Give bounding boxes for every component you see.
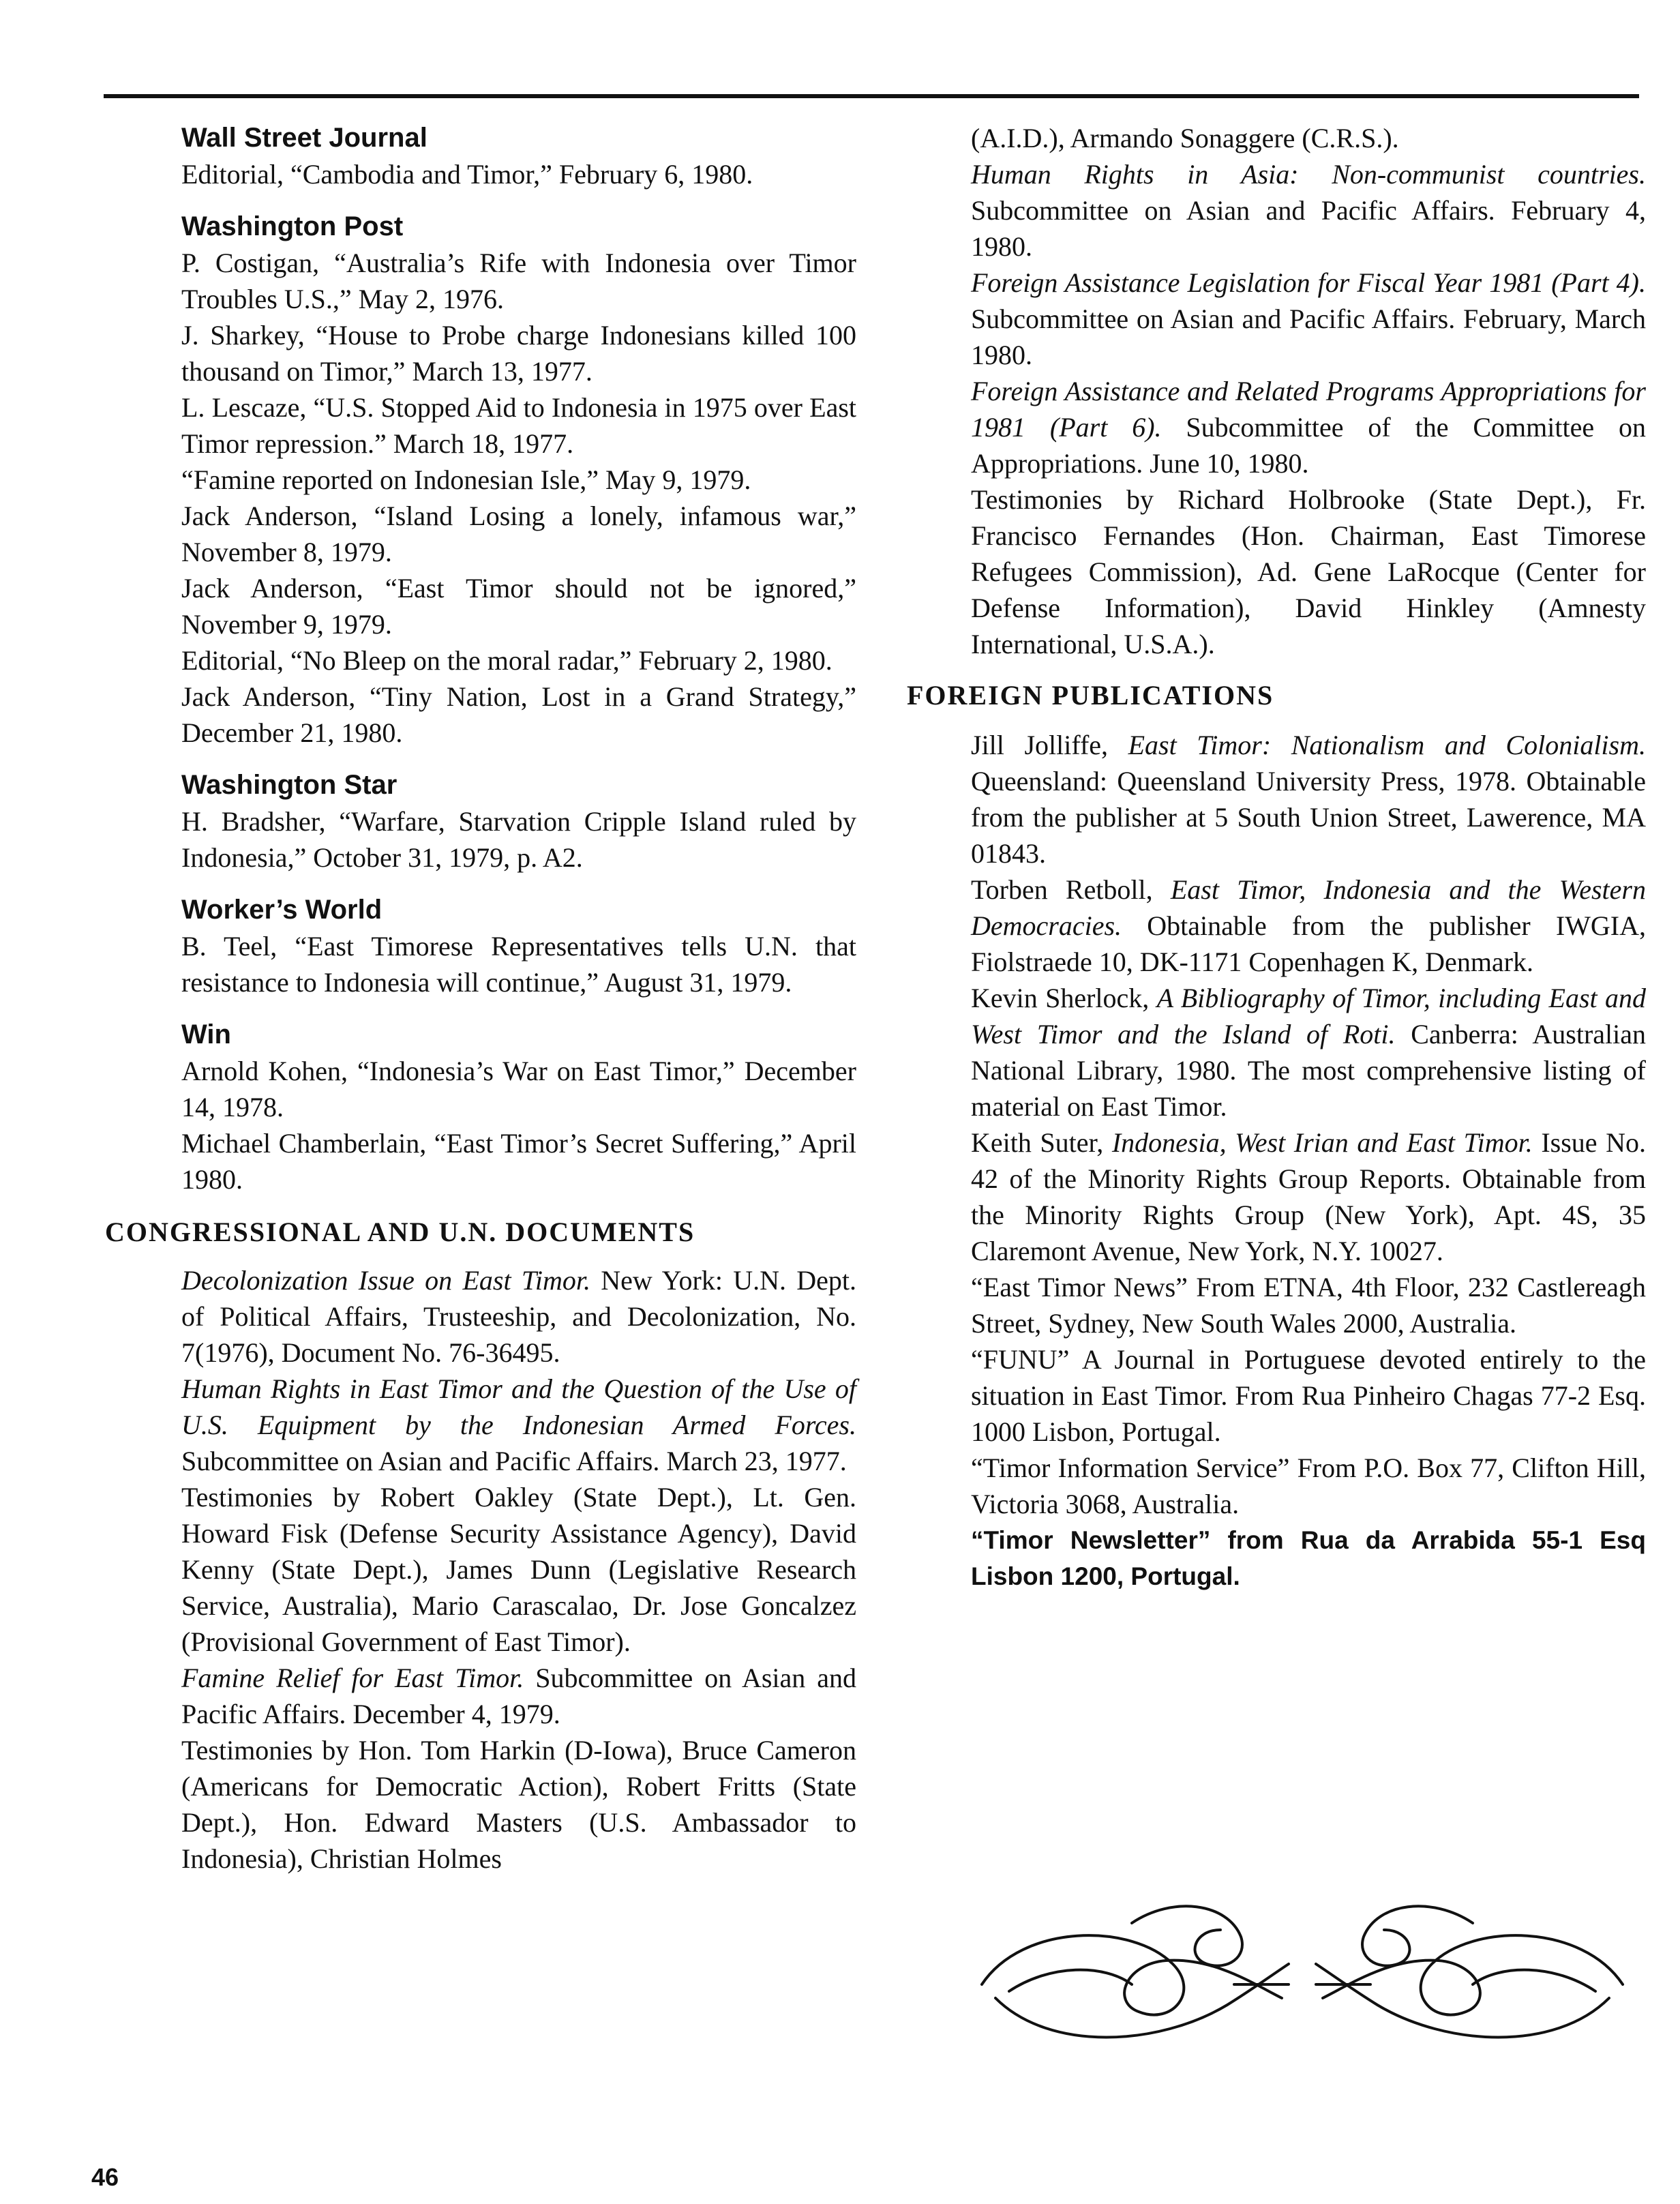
section-heading-foreign: FOREIGN PUBLICATIONS [907,680,1274,711]
citation: Editorial, “Cambodia and Timor,” February 6, 1980. [181,159,753,190]
document-title: East Timor: Nationalism and Colonialism. [1128,730,1647,760]
citation-details: Subcommittee on Asian and Pacific Affairs. December 4, 1979. [181,1663,856,1729]
citation-details: Subcommittee on Asian and Pacific Affairs. March 23, 1977. [181,1446,847,1476]
publication-section [181,209,856,751]
citation-details: Issue No. 42 of the Minority Rights Group Reports. Obtainable from the Minority Rights Group (New York), Apt. 4S, 35 Claremont Avenue, New York, N.Y. 10027. [971,1127,1647,1266]
section-heading-congressional: CONGRESSIONAL AND U.N. DOCUMENTS [105,1217,695,1247]
citation-text: “Timor Information Service” From P.O. Box 77, Clifton Hill, Victoria 3068, Australia. [971,1453,1646,1519]
citation [971,481,1646,662]
citation [971,373,1646,481]
publication-heading: Worker’s World [181,895,382,925]
document-title: Foreign Assistance Legislation for Fiscal Year 1981 (Part 4). [971,267,1646,298]
citation: Michael Chamberlain, “East Timor’s Secret Suffering,” April 1980. [181,1128,856,1195]
publication-heading: Washington Post [181,211,404,241]
document-title: Famine Relief for East Timor. [181,1663,524,1693]
citation-details: Subcommittee of the Committee on Appropriations. June 10, 1980. [971,412,1646,479]
citation-final: “Timor Newsletter” from Rua da Arrabida 55-1 Esq Lisbon 1200, Portugal. [971,1526,1646,1590]
citation [971,1269,1646,1341]
document-title: East Timor, Indonesia and the Western Democracies. [971,874,1646,941]
publication-section [181,767,856,876]
document-title: Decolonization Issue on East Timor. [181,1265,591,1296]
citation [971,727,1646,872]
citation [971,120,1646,156]
citation [971,980,1646,1125]
citation [971,156,1646,265]
document-title: Foreign Assistance and Related Programs Appropriations for 1981 (Part 6). [971,376,1646,443]
citation-details: Obtainable from the publisher IWGIA, Fiolstraede 10, DK-1171 Copenhagen K, Denmark. [971,910,1646,977]
citation: Jack Anderson, “East Timor should not be ignored,” November 9, 1979. [181,573,856,640]
citation-author: Jill Jolliffe, [971,730,1128,760]
citation-details: Subcommittee on Asian and Pacific Affairs. February, March 1980. [971,303,1646,370]
citation-details: New York: U.N. Dept. of Political Affairs, Trusteeship, and Decolonization, No. 7(1976), Document No. 76-36495. [181,1265,857,1368]
citation-details: Testimonies by Richard Holbrooke (State Dept.), Fr. Francisco Fernandes (Hon. Chairman, East Timorese Refugees Commission), Ad. Gene LaRocque (Center for Defense Information), David Hinkley (Amnesty International, U.S.A.). [971,484,1646,659]
citation-author: Keith Suter, [971,1127,1112,1158]
citation-author: Torben Retboll, [971,874,1171,905]
flourish-ornament-icon [968,1882,1636,2053]
citation-details: Queensland: Queensland University Press, 1978. Obtainable from the publisher at 5 South Union Street, Lawerence, MA 01843. [971,766,1646,869]
publication-section [181,120,856,192]
citation [971,1450,1646,1522]
document-title: A Bibliography of Timor, including East and West Timor and the Island of Roti. [971,983,1646,1049]
page-number: 46 [91,2163,119,2191]
citation [181,1371,856,1479]
citation-text: “FUNU” A Journal in Portuguese devoted entirely to the situation in East Timor. From Rua Pinheiro Chagas 77-2 Esq. 1000 Lisbon, Portugal. [971,1344,1646,1447]
document-title: Human Rights in Asia: Non-communist countries. [971,159,1646,190]
document-title: Indonesia, West Irian and East Timor. [1111,1127,1533,1158]
citation: Editorial, “No Bleep on the moral radar,” February 2, 1980. [181,645,832,676]
left-column [105,120,857,1877]
citation-details: Testimonies by Hon. Tom Harkin (D-Iowa), Bruce Cameron (Americans for Democratic Action), Robert Fritts (State Dept.), Hon. Edward Masters (U.S. Ambassador to Indonesia), Christian Holmes [181,1735,856,1874]
citation-details: Subcommittee on Asian and Pacific Affairs. February 4, 1980. [971,195,1646,262]
citation [971,1341,1646,1450]
publication-section [181,1017,856,1197]
citation: P. Costigan, “Australia’s Rife with Indonesia over Timor Troubles U.S.,” May 2, 1976. [181,248,856,314]
citation [181,1479,856,1660]
citation: Jack Anderson, “Island Losing a lonely, infamous war,” November 8, 1979. [181,501,856,567]
citation [181,1660,856,1732]
top-rule [104,94,1639,98]
citation [971,1125,1646,1269]
right-column [907,120,1647,1594]
citation: H. Bradsher, “Warfare, Starvation Cripple Island ruled by Indonesia,” October 31, 1979, p. A2. [181,806,856,873]
publication-heading: Wall Street Journal [181,123,427,153]
citation-details: Testimonies by Robert Oakley (State Dept.), Lt. Gen. Howard Fisk (Defense Security Assistance Agency), David Kenny (State Dept.), James Dunn (Legislative Research Service, Australia), Mario Carascalao, Dr. Jose Goncalzez (Provisional Government of East Timor). [181,1482,856,1657]
citation: Jack Anderson, “Tiny Nation, Lost in a Grand Strategy,” December 21, 1980. [181,681,856,748]
citation [181,1732,856,1877]
citation-details: Canberra: Australian National Library, 1980. The most comprehensive listing of material on East Timor. [971,1019,1646,1122]
citation [971,872,1646,980]
citation: B. Teel, “East Timorese Representatives tells U.N. that resistance to Indonesia will continue,” August 31, 1979. [181,931,856,998]
publication-heading: Win [181,1019,231,1049]
citation [971,265,1646,373]
citation: Arnold Kohen, “Indonesia’s War on East Timor,” December 14, 1978. [181,1056,856,1122]
citation: J. Sharkey, “House to Probe charge Indonesians killed 100 thousand on Timor,” March 13, 1977. [181,320,856,387]
citation-text: “East Timor News” From ETNA, 4th Floor, 232 Castlereagh Street, Sydney, New South Wales 2000, Australia. [971,1272,1646,1339]
citation [181,1262,856,1371]
publication-section [181,892,856,1000]
citation-details: (A.I.D.), Armando Sonaggere (C.R.S.). [971,123,1399,153]
publication-heading: Washington Star [181,770,397,800]
document-title: Human Rights in East Timor and the Question of the Use of U.S. Equipment by the Indonesian Armed Forces. [181,1373,856,1440]
citation-author: Kevin Sherlock, [971,983,1157,1013]
citation: “Famine reported on Indonesian Isle,” May 9, 1979. [181,464,751,495]
citation: L. Lescaze, “U.S. Stopped Aid to Indonesia in 1975 over East Timor repression.” March 18, 1977. [181,392,856,459]
